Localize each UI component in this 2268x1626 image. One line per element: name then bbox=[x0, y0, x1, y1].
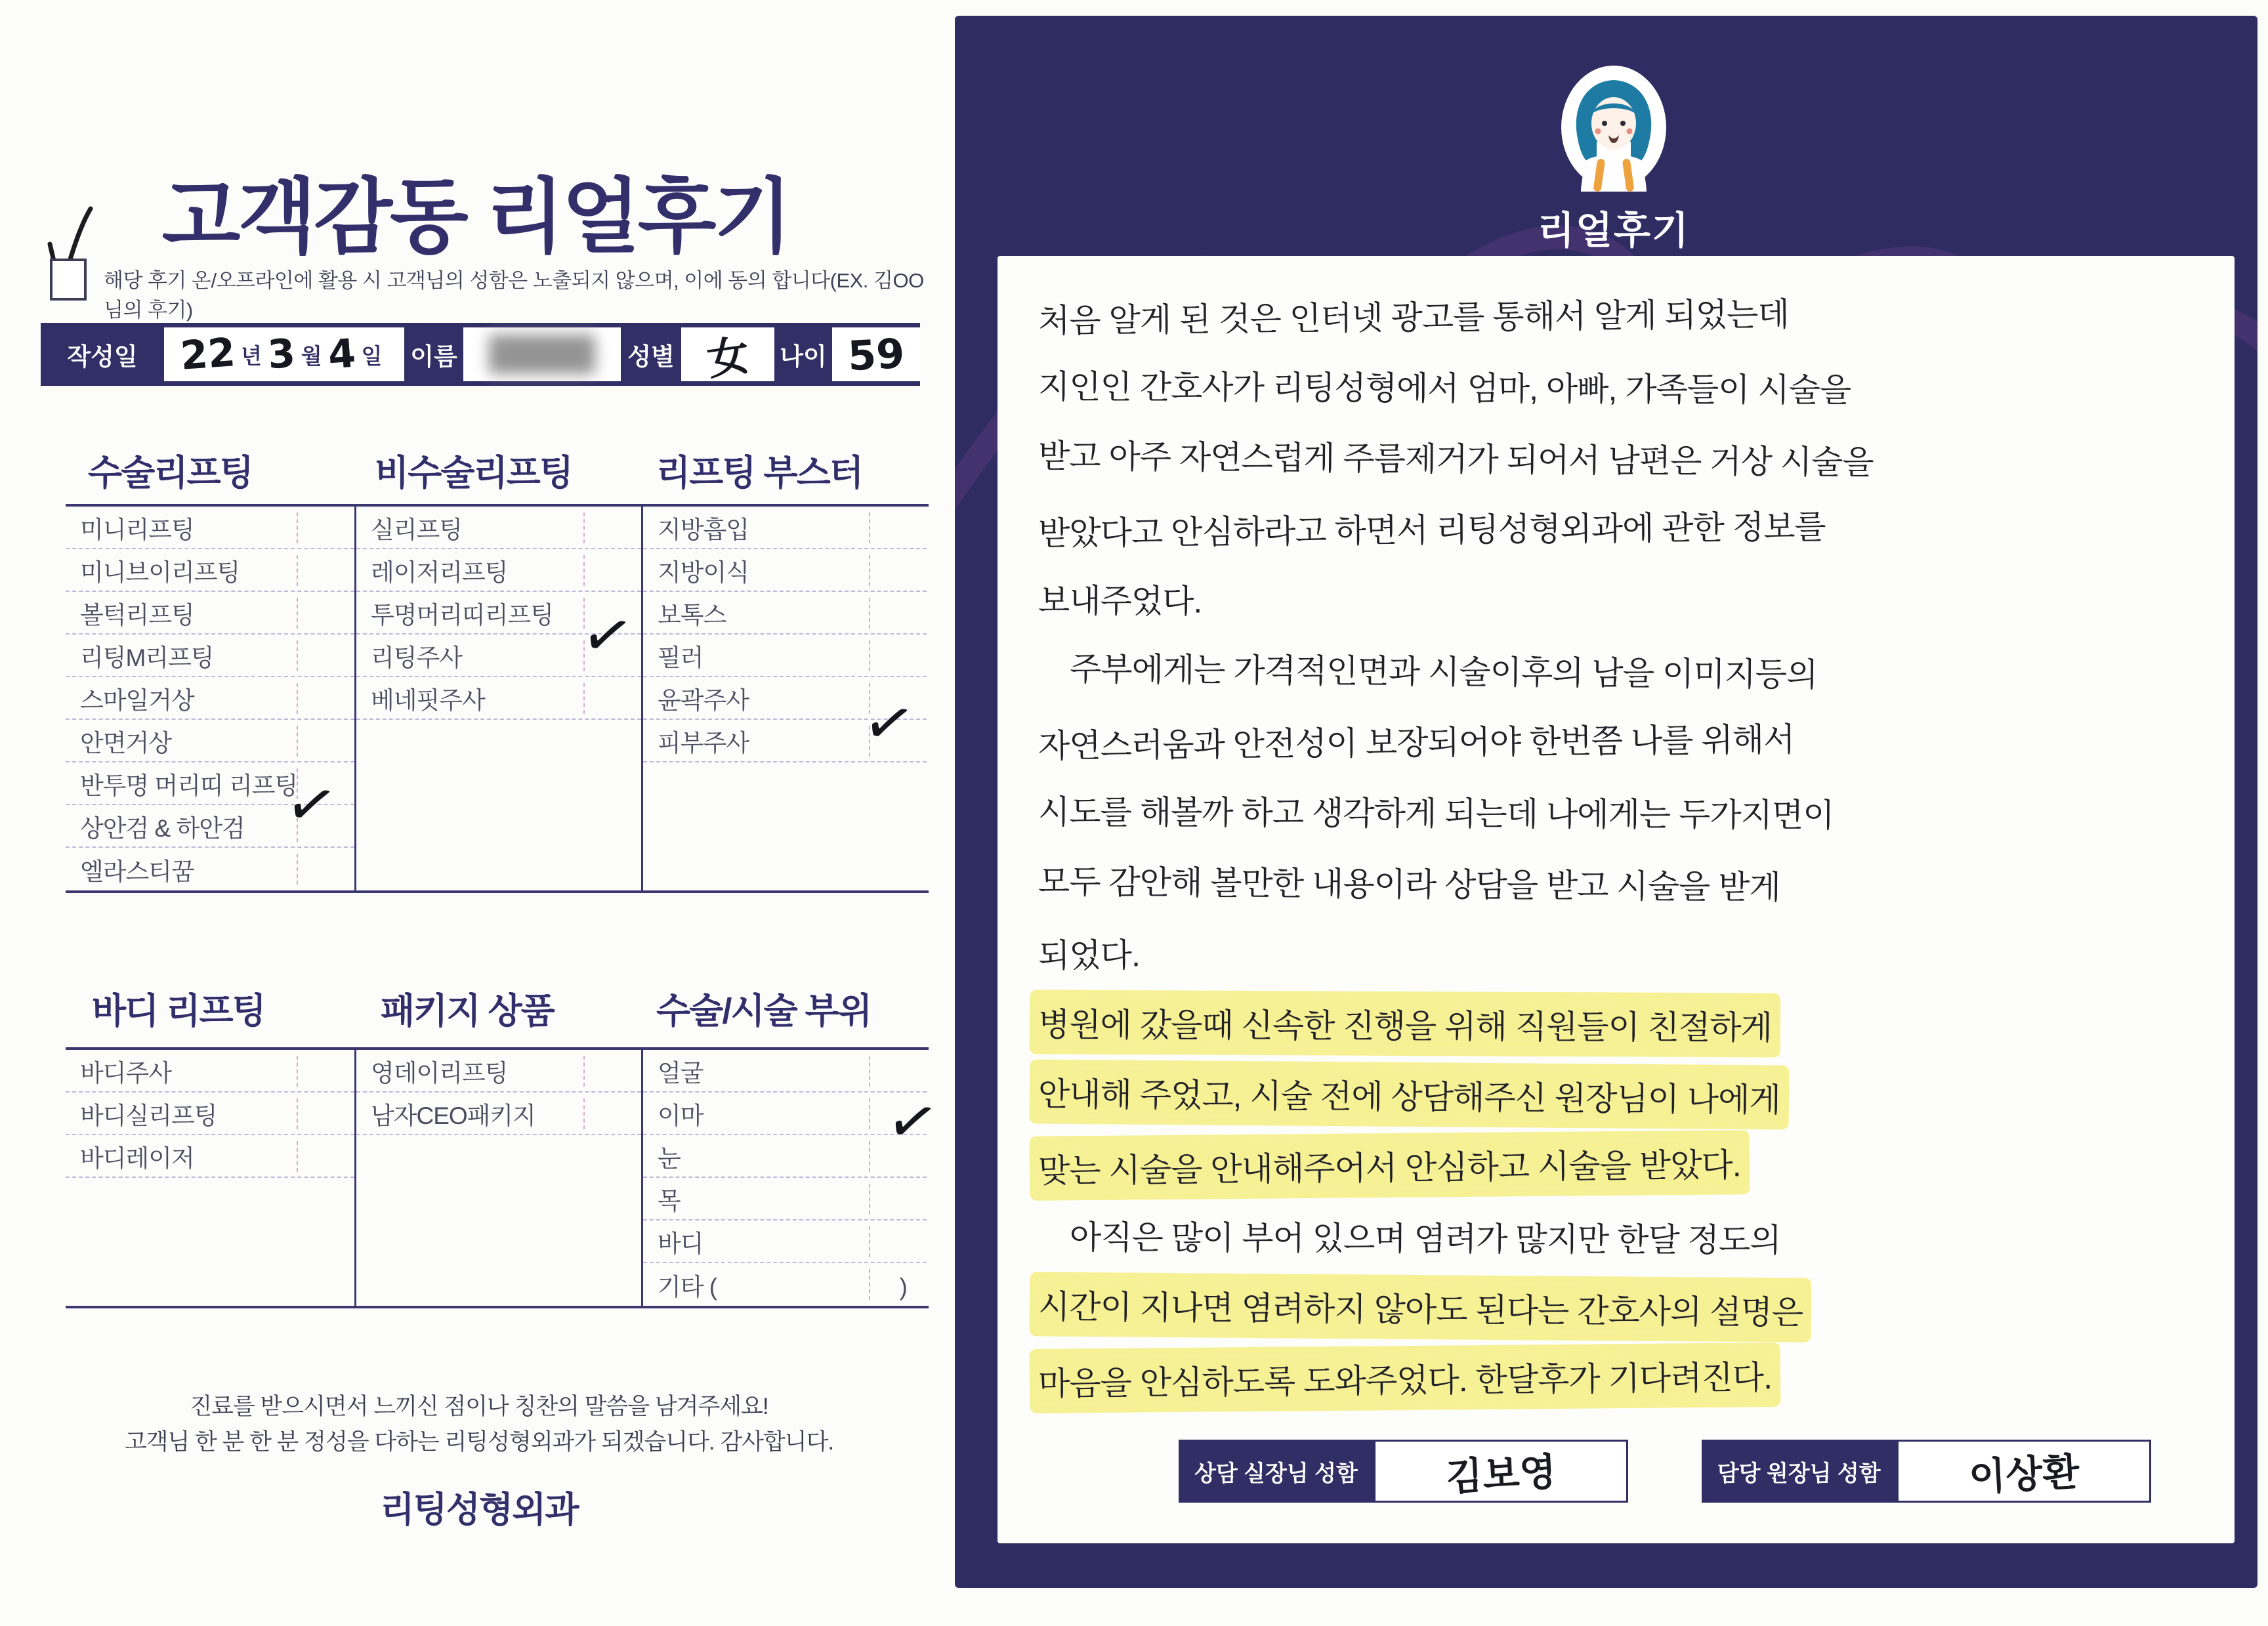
procedure-label: 이마 bbox=[658, 1102, 704, 1129]
check-cell-divider bbox=[583, 1098, 585, 1129]
clinic-logo: 리팅성형외과 bbox=[380, 1490, 578, 1530]
check-cell-divider bbox=[583, 683, 585, 714]
procedure-row bbox=[66, 677, 354, 720]
procedure-row bbox=[66, 848, 354, 890]
procedure-label: 바디실리프팅 bbox=[80, 1102, 217, 1129]
section-header-lifting-booster: 리프팅 부스터 bbox=[656, 453, 862, 493]
check-cell-divider bbox=[869, 555, 870, 586]
handwritten-line bbox=[1038, 492, 2208, 563]
procedure-label: 반투명 머리띠 리프팅 bbox=[80, 772, 298, 799]
section-header-surgical-lifting: 수술리프팅 bbox=[88, 453, 253, 493]
handwritten-review bbox=[1038, 280, 2208, 1413]
handwritten-consultant-name: 김보영 bbox=[1444, 1450, 1557, 1499]
procedure-row bbox=[356, 549, 641, 592]
avatar-woman-icon bbox=[1576, 80, 1651, 192]
procedure-row bbox=[643, 549, 927, 592]
consent-checkbox bbox=[50, 259, 87, 301]
handwritten-line-highlighted bbox=[1038, 1272, 2208, 1343]
procedure-row bbox=[66, 507, 354, 549]
handwritten-text: 되었다. bbox=[1038, 936, 1141, 974]
procedure-label: 윤곽주사 bbox=[658, 686, 749, 714]
section-header-treatment-area: 수술/시술 부위 bbox=[656, 991, 871, 1031]
column-surgical-lifting bbox=[66, 507, 354, 890]
handwritten-line bbox=[1038, 1201, 2208, 1272]
handwritten-check-icon: ✓ bbox=[856, 684, 921, 763]
procedure-label: 스마일거상 bbox=[80, 686, 194, 714]
handwritten-month: 3 bbox=[266, 330, 297, 379]
procedure-row bbox=[356, 677, 641, 720]
review-logo-label: 리얼후기 bbox=[1537, 209, 1690, 252]
check-cell-divider bbox=[297, 1056, 298, 1087]
procedure-label: 엘라스티꿈 bbox=[80, 858, 194, 885]
procedure-row bbox=[356, 507, 641, 549]
column-body-lifting bbox=[66, 1050, 354, 1306]
procedure-row bbox=[356, 1093, 641, 1135]
review-card bbox=[998, 256, 2235, 1543]
procedure-row bbox=[66, 592, 354, 635]
handwritten-line bbox=[1038, 634, 2208, 705]
handwritten-line bbox=[1038, 350, 2208, 421]
handwritten-text: 마음을 안심하도록 도와주었다. 한달후가 기다려진다. bbox=[1038, 1351, 1773, 1405]
procedure-row bbox=[643, 635, 927, 677]
handwritten-text: 안내해 주었고, 시술 전에 상담해주신 원장님이 나에게 bbox=[1038, 1068, 1780, 1121]
signature-row bbox=[1179, 1440, 2151, 1503]
procedure-label: 리팅M리프팅 bbox=[80, 644, 214, 671]
procedure-label: 바디주사 bbox=[80, 1059, 171, 1087]
check-cell-divider bbox=[583, 1056, 585, 1087]
name-label: 이름 bbox=[410, 343, 457, 370]
handwritten-age: 59 bbox=[847, 329, 906, 380]
handwritten-doctor-name: 이상환 bbox=[1967, 1450, 2080, 1499]
procedure-label: 영데이리프팅 bbox=[371, 1059, 508, 1087]
procedure-label: 보톡스 bbox=[658, 601, 726, 629]
check-cell-divider bbox=[869, 1098, 870, 1129]
check-cell-divider bbox=[869, 512, 870, 543]
handwritten-line-highlighted bbox=[1038, 1059, 2208, 1130]
procedure-label: 얼굴 bbox=[658, 1059, 704, 1087]
check-cell-divider bbox=[297, 854, 298, 885]
handwritten-text: 처음 알게 된 것은 인터넷 광고를 통해서 알게 되었는데 bbox=[1038, 296, 1789, 339]
review-panel bbox=[955, 16, 2258, 1588]
consent-row bbox=[49, 249, 941, 322]
procedure-row bbox=[643, 592, 927, 635]
column-package bbox=[354, 1050, 641, 1306]
handwritten-check-icon: ✓ bbox=[575, 596, 639, 675]
check-cell-divider bbox=[869, 598, 870, 629]
handwritten-line bbox=[1038, 705, 2208, 776]
date-label: 작성일 bbox=[67, 343, 138, 370]
sign-doctor-name bbox=[1897, 1440, 2151, 1503]
gender-value-cell bbox=[681, 327, 774, 386]
sign-consultant-label: 상담 실장님 성함 bbox=[1179, 1440, 1374, 1503]
year-suffix: 년 bbox=[241, 343, 262, 368]
procedure-label: 바디 bbox=[658, 1230, 704, 1257]
procedure-label: 미니리프팅 bbox=[80, 516, 194, 543]
procedure-label: 목 bbox=[658, 1187, 681, 1215]
procedure-row bbox=[356, 1050, 641, 1093]
procedure-label: 리팅주사 bbox=[371, 644, 462, 671]
check-cell-divider bbox=[869, 1141, 870, 1172]
handwritten-text: 자연스러움과 안전성이 보장되어야 한번쯤 나를 위해서 bbox=[1038, 720, 1795, 765]
handwritten-text: 아직은 많이 부어 있으며 염려가 많지만 한달 정도의 bbox=[1069, 1219, 1781, 1259]
procedure-table-top bbox=[66, 504, 929, 893]
gender-label: 성별 bbox=[627, 343, 675, 370]
procedure-label: 기타 ( ) bbox=[658, 1273, 907, 1301]
check-cell-divider bbox=[869, 640, 870, 671]
sign-doctor-label: 담당 원장님 성함 bbox=[1702, 1440, 1897, 1503]
handwritten-line-highlighted bbox=[1038, 1343, 2208, 1413]
procedure-row bbox=[66, 1093, 354, 1135]
column-nonsurgical-lifting bbox=[354, 507, 641, 890]
column-lifting-booster bbox=[641, 507, 927, 890]
consent-text: 해당 후기 온/오프라인에 활용 시 고객님의 성함은 노출되지 않으며, 이에 동의 합니다(EX. 김OO님의 후기) bbox=[104, 269, 924, 322]
procedure-row bbox=[66, 720, 354, 762]
check-cell-divider bbox=[297, 512, 298, 543]
procedure-label: 필러 bbox=[658, 644, 704, 671]
handwritten-line bbox=[1038, 421, 2208, 492]
handwritten-line-highlighted bbox=[1038, 1130, 2208, 1201]
check-cell-divider bbox=[583, 555, 585, 586]
check-cell-divider bbox=[297, 726, 298, 757]
page-title: 고객감동 리얼후기 bbox=[161, 172, 790, 263]
procedure-label: 볼턱리프팅 bbox=[80, 601, 194, 629]
check-cell-divider bbox=[297, 598, 298, 629]
name-blurred-value bbox=[489, 335, 595, 374]
handwritten-line-highlighted bbox=[1038, 988, 2208, 1059]
section-header-body-lifting: 바디 리프팅 bbox=[92, 991, 265, 1031]
handwritten-text: 병원에 갔을때 신속한 진행을 위해 직원들이 친절하게 bbox=[1038, 999, 1772, 1049]
handwritten-check-icon: ✓ bbox=[880, 1082, 944, 1161]
handwritten-check-icon: ✓ bbox=[279, 765, 343, 844]
info-bar bbox=[41, 323, 920, 386]
procedure-row bbox=[643, 1263, 927, 1306]
procedure-label: 상안검 & 하안검 bbox=[80, 814, 245, 842]
check-cell-divider bbox=[869, 1056, 870, 1087]
handwritten-line bbox=[1038, 846, 2208, 917]
procedure-label: 남자CEO패키지 bbox=[371, 1102, 536, 1129]
handwritten-text: 받고 아주 자연스럽게 주름제거가 되어서 남편은 거상 시술을 bbox=[1038, 438, 1874, 481]
handwritten-line bbox=[1038, 917, 2208, 988]
footer-note-line2: 고객님 한 분 한 분 정성을 다하는 리팅성형외과가 되겠습니다. 감사합니다. bbox=[124, 1429, 834, 1455]
procedure-label: 투명머리띠리프팅 bbox=[371, 601, 553, 629]
handwritten-text: 보내주었다. bbox=[1038, 582, 1202, 620]
handwritten-text: 받았다고 안심하라고 하면서 리팅성형외과에 관한 정보를 bbox=[1038, 508, 1826, 552]
procedure-label: 실리프팅 bbox=[371, 516, 462, 543]
procedure-label: 바디레이저 bbox=[80, 1144, 194, 1172]
procedure-row bbox=[66, 1135, 354, 1178]
procedure-row bbox=[643, 1220, 927, 1263]
sign-consultant-name bbox=[1374, 1440, 1628, 1503]
handwritten-line bbox=[1038, 280, 2208, 350]
column-treatment-area bbox=[641, 1050, 944, 1306]
procedure-label: 지방흡입 bbox=[658, 516, 749, 543]
procedure-table-bottom bbox=[66, 1047, 944, 1308]
handwritten-day: 4 bbox=[326, 330, 357, 379]
procedure-label: 눈 bbox=[658, 1144, 681, 1172]
handwritten-line bbox=[1038, 776, 2208, 846]
day-suffix: 일 bbox=[361, 343, 383, 368]
date-value-cell bbox=[164, 327, 404, 381]
handwritten-text: 시도를 해볼까 하고 생각하게 되는데 나에게는 두가지면이 bbox=[1038, 793, 1834, 834]
handwritten-text: 주부에게는 가격적인면과 시술이후의 남을 이미지등의 bbox=[1069, 650, 1818, 694]
procedure-label: 베네핏주사 bbox=[371, 686, 485, 714]
procedure-label: 피부주사 bbox=[658, 729, 749, 757]
check-cell-divider bbox=[869, 1269, 870, 1300]
name-value-cell bbox=[463, 327, 621, 381]
section-header-nonsurgical-lifting: 비수술리프팅 bbox=[375, 453, 572, 493]
handwritten-gender: 女 bbox=[704, 331, 753, 386]
procedure-label: 레이저리프팅 bbox=[371, 558, 508, 586]
procedure-row bbox=[643, 1050, 927, 1093]
check-cell-divider bbox=[297, 1098, 298, 1129]
procedure-row bbox=[66, 1050, 354, 1093]
check-cell-divider bbox=[297, 683, 298, 714]
handwritten-text: 시간이 지나면 염려하지 않아도 된다는 간호사의 설명은 bbox=[1038, 1280, 1803, 1333]
check-cell-divider bbox=[869, 1226, 870, 1257]
month-suffix: 월 bbox=[301, 343, 322, 368]
check-cell-divider bbox=[297, 640, 298, 671]
check-cell-divider bbox=[297, 1141, 298, 1172]
avatar-badge bbox=[1559, 63, 1669, 192]
handwritten-year: 22 bbox=[178, 329, 237, 379]
section-header-package: 패키지 상품 bbox=[381, 991, 554, 1031]
procedure-label: 안면거상 bbox=[80, 729, 171, 757]
procedure-label: 미니브이리프팅 bbox=[80, 558, 240, 586]
procedure-row bbox=[66, 635, 354, 677]
procedure-row bbox=[643, 1093, 927, 1135]
age-label: 나이 bbox=[780, 343, 827, 370]
procedure-label: 지방이식 bbox=[658, 558, 749, 586]
check-cell-divider bbox=[583, 512, 585, 543]
check-cell-divider bbox=[297, 555, 298, 586]
handwritten-text: 맞는 시술을 안내해주어서 안심하고 시술을 받았다. bbox=[1038, 1138, 1741, 1192]
handwritten-text: 모두 감안해 볼만한 내용이라 상담을 받고 시술을 받게 bbox=[1038, 863, 1781, 906]
age-value-cell bbox=[832, 327, 920, 381]
check-cell-divider bbox=[869, 1184, 870, 1215]
procedure-row bbox=[643, 507, 927, 549]
procedure-row bbox=[643, 1178, 927, 1220]
handwritten-text: 지인인 간호사가 리팅성형에서 엄마, 아빠, 가족들이 시술을 bbox=[1038, 368, 1851, 409]
footer-note-line1: 진료를 받으시면서 느끼신 점이나 칭찬의 말씀을 남겨주세요! bbox=[190, 1394, 768, 1419]
handwritten-line bbox=[1038, 563, 2208, 634]
procedure-row bbox=[66, 549, 354, 592]
